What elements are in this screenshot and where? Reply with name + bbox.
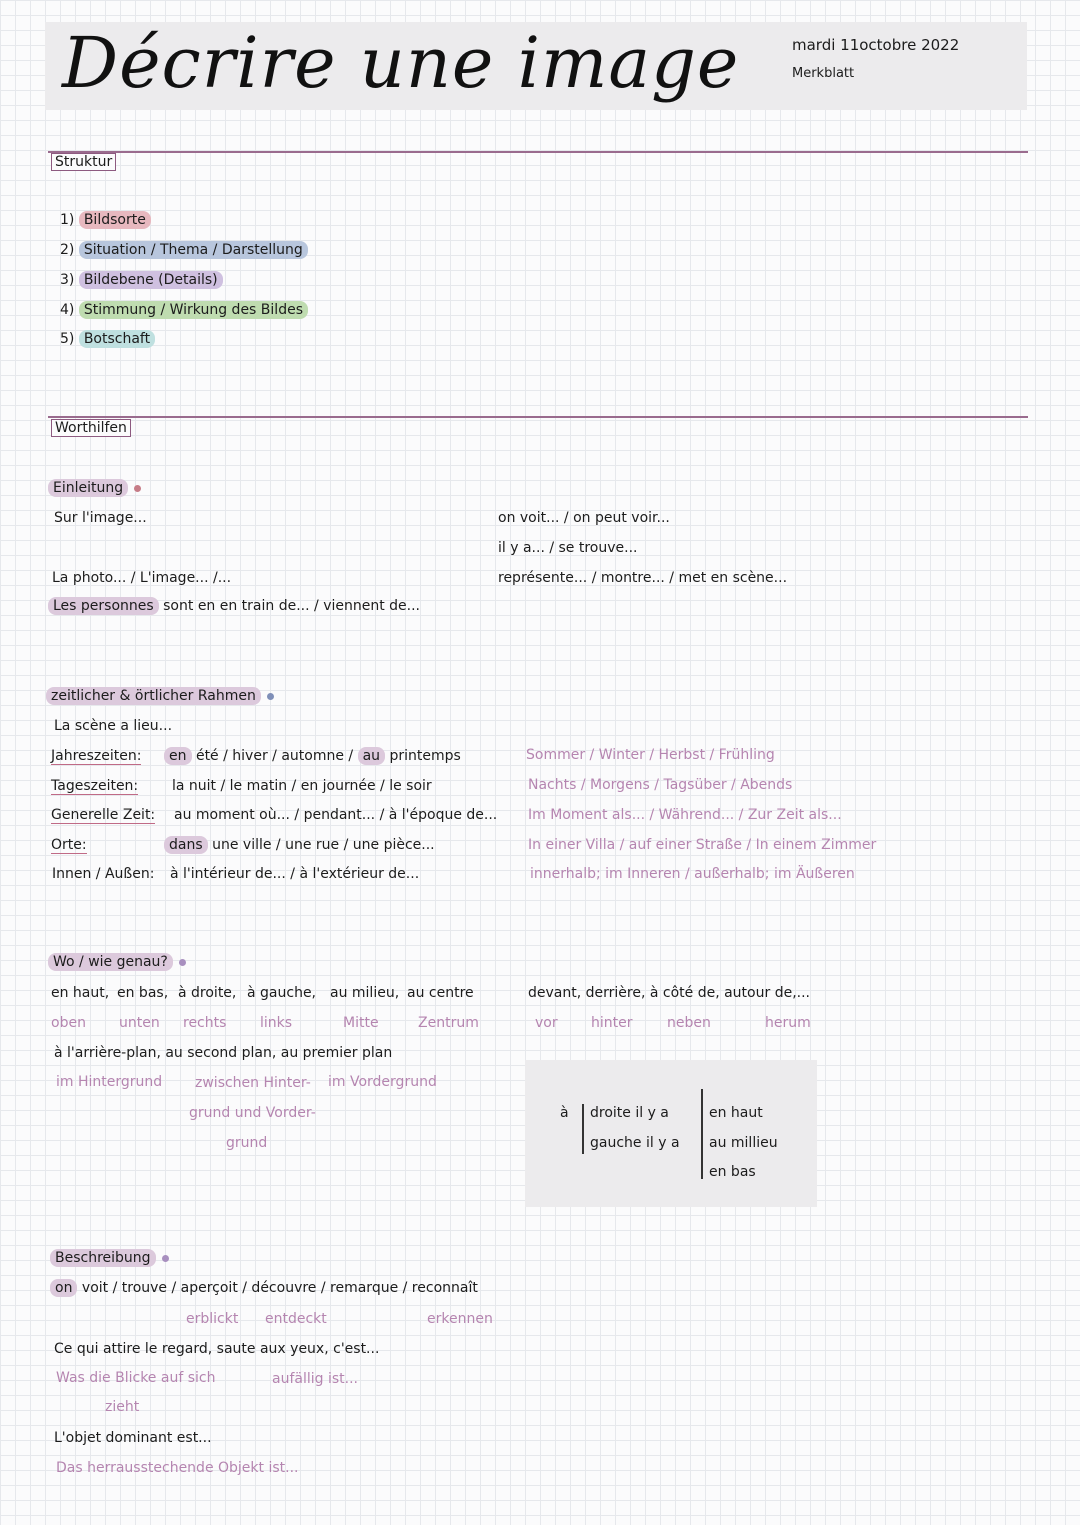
wo-fr: en bas, [117, 985, 169, 1001]
item-text: Stimmung / Wirkung des Bildes [79, 301, 308, 319]
page-title: Décrire une image [62, 22, 740, 104]
einleitung-right-line: il y a... / se trouve... [498, 540, 638, 556]
beschreibung-de: erkennen [427, 1311, 493, 1327]
beschreibung-line: Ce qui attire le regard, saute aux yeux, c'est... [54, 1341, 380, 1357]
table-prefix: à [560, 1105, 569, 1121]
rahmen-intro: La scène a lieu... [54, 718, 173, 734]
wo-de: oben [51, 1015, 86, 1031]
item-text: Situation / Thema / Darstellung [79, 241, 308, 259]
row-fr: la nuit / le matin / en journée / le soir [172, 778, 432, 794]
highlight: en [164, 747, 192, 765]
wo-de-right: neben [667, 1015, 711, 1031]
date: mardi 11octobre 2022 [792, 36, 960, 54]
list-item [60, 242, 308, 258]
wo-fr-plan: à l'arrière-plan, au second plan, au premier plan [54, 1045, 393, 1061]
beschreibung-de: aufällig ist... [272, 1371, 358, 1387]
row-fr: à l'intérieur de... / à l'extérieur de... [170, 866, 420, 882]
item-number: 2) [60, 242, 75, 258]
einleitung-right-line: on voit... / on peut voir... [498, 510, 670, 526]
section-einleitung [48, 480, 141, 496]
section-title: zeitlicher & örtlicher Rahmen [46, 687, 261, 705]
table-cell: au millieu [709, 1135, 778, 1151]
list-item [60, 272, 223, 288]
text: printemps [389, 748, 461, 764]
highlight: dans [164, 836, 208, 854]
einleitung-line [48, 598, 420, 614]
wo-de: links [260, 1015, 293, 1031]
wo-fr: à droite, [178, 985, 237, 1001]
item-text: Bildsorte [79, 211, 151, 229]
section-rahmen [46, 688, 274, 704]
wo-de: Mitte [343, 1015, 379, 1031]
row-fr: au moment où... / pendant... / à l'époque de... [174, 807, 498, 823]
item-number: 1) [60, 212, 75, 228]
item-number: 5) [60, 331, 75, 347]
row-de: Nachts / Morgens / Tagsüber / Abends [528, 777, 793, 793]
row-label: Orte: [51, 837, 87, 853]
wo-de-plan: im Hintergrund [56, 1074, 163, 1090]
wo-fr: à gauche, [247, 985, 317, 1001]
row-fr [164, 748, 461, 764]
worthilfen-rule [48, 416, 1028, 418]
bullet-dot-icon [134, 485, 141, 492]
wo-de-right: vor [535, 1015, 558, 1031]
row-de: innerhalb; im Inneren / außerhalb; im Äußeren [530, 866, 855, 882]
worthilfen-label: Worthilfen [51, 419, 131, 437]
row-de: Sommer / Winter / Herbst / Frühling [526, 747, 775, 763]
wo-fr-right: devant, derrière, à côté de, autour de,... [528, 985, 810, 1001]
wo-de: unten [119, 1015, 160, 1031]
text: voit / trouve / aperçoit / découvre / remarque / reconnaît [81, 1280, 478, 1296]
beschreibung-line: L'objet dominant est... [54, 1430, 212, 1446]
section-title: Einleitung [48, 479, 128, 497]
row-label: Innen / Außen: [52, 866, 155, 882]
highlight: on [50, 1279, 77, 1297]
row-fr [164, 837, 435, 853]
text: été / hiver / automne / [195, 748, 354, 764]
table-divider [701, 1089, 703, 1179]
list-item [60, 331, 155, 347]
table-cell: en bas [709, 1164, 756, 1180]
section-wo [48, 954, 186, 970]
row-label: Tageszeiten: [51, 778, 139, 794]
beschreibung-de: entdeckt [265, 1311, 327, 1327]
wo-de: Zentrum [418, 1015, 479, 1031]
table-divider [582, 1104, 584, 1154]
section-title: Beschreibung [50, 1249, 156, 1267]
table-cell: droite il y a [590, 1105, 669, 1121]
item-number: 4) [60, 302, 75, 318]
bullet-dot-icon [162, 1255, 169, 1262]
section-title: Wo / wie genau? [48, 953, 173, 971]
section-beschreibung [50, 1250, 169, 1266]
row-de: Im Moment als... / Während... / Zur Zeit als... [528, 807, 842, 823]
wo-de-right: hinter [591, 1015, 633, 1031]
row-label: Jahreszeiten: [51, 748, 142, 764]
item-text: Botschaft [79, 330, 155, 348]
text: une ville / une rue / une pièce... [212, 837, 435, 853]
struktur-label: Struktur [51, 153, 116, 171]
item-number: 3) [60, 272, 75, 288]
wo-de: rechts [183, 1015, 227, 1031]
wo-de-plan: im Vordergrund [328, 1074, 437, 1090]
einleitung-right-line: représente... / montre... / met en scène... [498, 570, 788, 586]
wo-fr: au centre [407, 985, 474, 1001]
wo-de-plan: grund und Vorder- [189, 1105, 316, 1121]
bullet-dot-icon [267, 693, 274, 700]
wo-fr: en haut, [51, 985, 110, 1001]
table-cell: gauche il y a [590, 1135, 680, 1151]
row-label: Generelle Zeit: [51, 807, 156, 823]
struktur-rule [48, 151, 1028, 153]
einleitung-line: La photo... / L'image... /... [52, 570, 232, 586]
bullet-dot-icon [179, 959, 186, 966]
text: sont en en train de... / viennent de... [163, 598, 421, 614]
list-item [60, 302, 308, 318]
beschreibung-de: Das herrausstechende Objekt ist... [56, 1460, 299, 1476]
wo-fr: au milieu, [330, 985, 400, 1001]
subtitle: Merkblatt [792, 66, 855, 81]
table-cell: en haut [709, 1105, 763, 1121]
wo-de-right: herum [765, 1015, 811, 1031]
position-table [525, 1060, 817, 1207]
beschreibung-de: erblickt [186, 1311, 239, 1327]
highlight: au [358, 747, 385, 765]
row-de: In einer Villa / auf einer Straße / In einem Zimmer [528, 837, 877, 853]
beschreibung-line [50, 1280, 478, 1296]
highlight: Les personnes [48, 597, 159, 615]
beschreibung-de: zieht [105, 1399, 140, 1415]
item-text: Bildebene (Details) [79, 271, 223, 289]
wo-de-plan: zwischen Hinter- [195, 1075, 311, 1091]
wo-de-plan: grund [226, 1135, 268, 1151]
einleitung-line: Sur l'image... [54, 510, 147, 526]
beschreibung-de: Was die Blicke auf sich [56, 1370, 216, 1386]
list-item [60, 212, 151, 228]
